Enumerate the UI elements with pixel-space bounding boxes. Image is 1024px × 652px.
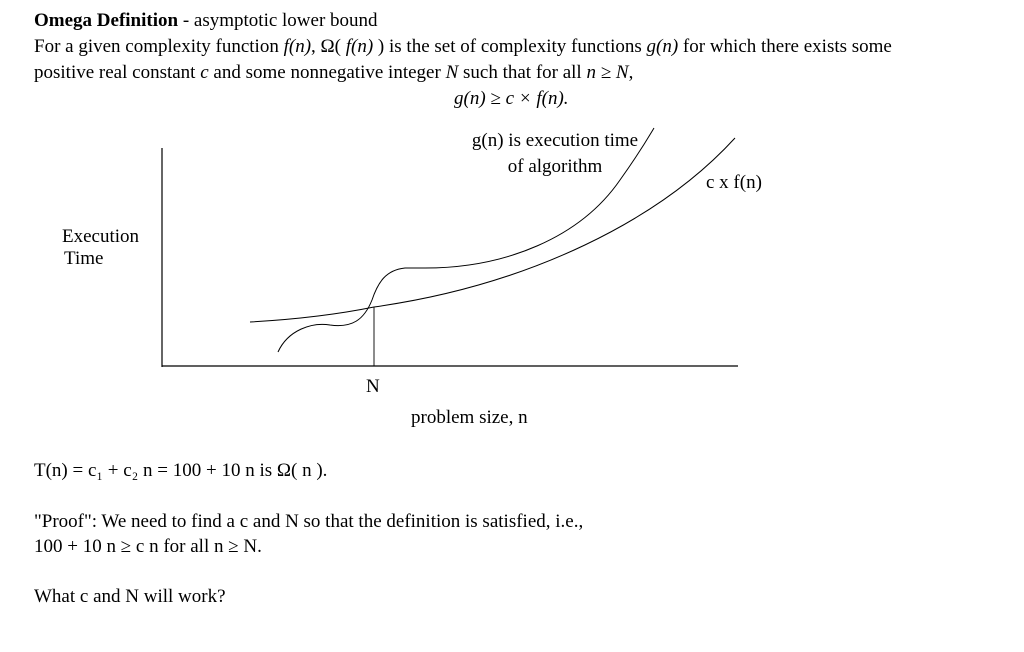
definition-title: Omega Definition	[34, 10, 179, 31]
y-axis-label-line: Execution	[62, 226, 140, 247]
text-segment: such that for all	[458, 62, 587, 83]
cf-curve-label: c x f(n)	[706, 172, 762, 193]
x-axis-label: problem size, n	[411, 407, 528, 428]
definition-subtitle: - asymptotic lower bound	[178, 10, 378, 31]
text-segment: for which there exists some	[678, 36, 892, 57]
n-tick-label: N	[366, 376, 380, 397]
y-axis-label	[62, 226, 150, 270]
text-segment: and some nonnegative integer	[208, 62, 446, 83]
example-line: T(n) = c₁ + c₂ n = 100 + 10 n is Ω( n ).	[34, 460, 328, 481]
proof-line-2: 100 + 10 n ≥ c n for all n ≥ N.	[34, 536, 262, 557]
function-f: f(n)	[345, 36, 374, 57]
text-segment: For a given complexity function	[34, 36, 284, 57]
text-segment: ,	[628, 62, 634, 83]
text-segment: positive real constant	[34, 62, 201, 83]
question-line: What c and N will work?	[34, 586, 226, 607]
g-curve-label	[452, 130, 658, 178]
text-segment: ,	[311, 36, 321, 57]
function-g: g(n)	[646, 36, 679, 57]
integer-N: N	[445, 62, 459, 83]
proof-line-1: "Proof": We need to find a c and N so that the definition is satisfied, i.e.,	[34, 511, 584, 532]
g-curve-label-line: g(n) is execution time	[471, 130, 639, 151]
condition: n ≥ N	[586, 62, 629, 83]
function-f: f(n)	[283, 36, 312, 57]
y-axis-label-line: Time	[64, 248, 104, 269]
constant-c: c	[200, 62, 209, 83]
omega-symbol: Ω(	[320, 36, 346, 57]
g-curve-label-line: of algorithm	[507, 156, 603, 177]
text-segment: ) is the set of complexity functions	[373, 36, 647, 57]
definition-formula: g(n) ≥ c × f(n).	[454, 88, 569, 109]
